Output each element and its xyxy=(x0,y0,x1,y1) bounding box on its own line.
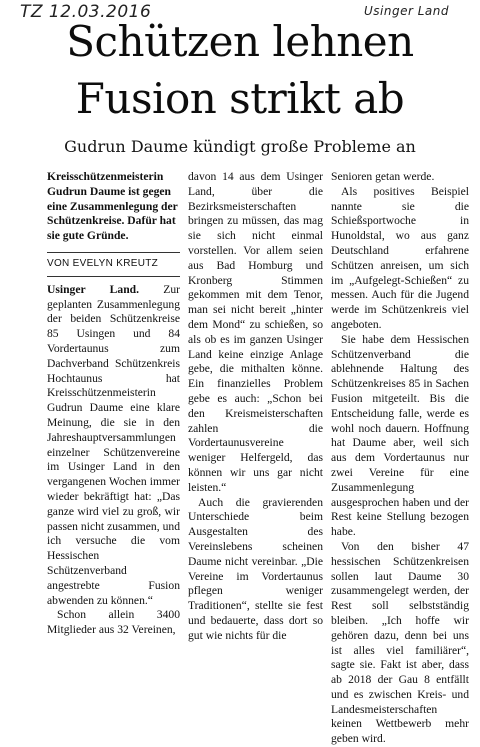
column-1 xyxy=(47,170,180,638)
paragraph-6: Von den bisher 47 hessischen Schützenkreisen sollen laut Daume 30 zusammengelegt werden, der Rest soll selbstständig bleiben. „Ich hoffe wir gehören dazu, denn bei uns ist alles viel familiärer“, sagte sie. Fakt ist aber, dass ab 2018 der Gau 8 entfällt und es zwischen Kreis- und Landesmeisterschaften keinen Wettbewerb mehr geben wird. xyxy=(331,539,469,746)
column-3 xyxy=(331,170,469,747)
handwritten-date: TZ 12.03.2016 xyxy=(20,2,152,22)
teaser: Kreisschützenmeisterin Gudrun Daume ist gegen eine Zusammenlegung der Schützenkreise. Dafür hat sie gute Gründe. xyxy=(47,170,178,243)
paragraph-5: Sie habe dem Hessischen Schützenverband die ablehnende Haltung des Schützenkreises 85 in Sachen Fusion mitgeteilt. Bis die Entscheidung falle, werde es wohl noch dauern. Hoffnung hat Daume aber, weil sich aus dem Vordertaunus nur zwei Vereine für eine Zusammenlegung ausgesprochen haben und der Rest keine Stellung bezogen habe. xyxy=(331,332,469,539)
handwritten-region-note: Usinger Land xyxy=(364,4,449,18)
headline-line-1: Schützen lehnen xyxy=(66,17,414,66)
continued-text: davon 14 aus dem Usinger Land, über die Bezirksmeisterschaften bringen zu müssen, das mag sie sich nicht einmal vorstellen. Vor allem seien aus Bad Homburg und Kronberg Stimmen gekommen mit dem Tenor, man sei nicht bereit „hinter dem Mond“ zu schießen, so als ob es im ganzen Usinger Land keine einzige Anlage gebe, die mithalten könne. Ein finanzielles Problem gebe es auch: „Schon bei den Kreismeisterschaften zahlen die Vordertaunusvereine weniger Helfergeld, das können wir uns gar nicht leisten.“ xyxy=(188,170,323,494)
paragraph-1 xyxy=(47,283,180,609)
subtitle: Gudrun Daume kündigt große Probleme an xyxy=(64,137,416,156)
paragraph-2-start xyxy=(188,170,323,496)
rule-bottom xyxy=(47,276,180,277)
paragraph-3: Auch die gravierenden Unterschiede beim Ausgestalten des Vereinslebens scheinen Daume nicht vereinbar. „Die Vereine im Vordertaunus pflegen weniger Traditionen“, stellte sie fest und bedauerte, dass dort so gut wie nichts für die xyxy=(188,495,323,642)
paragraph-2-start xyxy=(47,608,180,638)
headline-line-2: Fusion strikt ab xyxy=(75,74,405,123)
byline: VON EVELYN KREUTZ xyxy=(47,257,159,269)
paragraph-1-text: Zur geplanten Zusammenlegung der beiden Schützenkreise 85 Usingen und 84 Vordertaunus zum Dachverband Schützenkreis Hochtaunus hat Kreisschützenmeisterin Gudrun Daume eine klare Meinung, die sie in den Jahreshauptversammlungen einzelner Schützenvereine im Usinger Land in den vergangenen Wochen immer wieder bekräftigt hat: „Das ganze wird viel zu groß, wir passen nicht zusammen, und ich versuche die vom Hessischen Schützenverband angestrebte Fusion abwenden zu können.“ xyxy=(47,282,180,607)
paragraph-3 xyxy=(331,170,469,185)
lead-location: Usinger Land. xyxy=(47,282,139,296)
continued-text: Senioren getan werde. xyxy=(331,170,435,183)
paragraph-2-text: Schon allein 3400 Mitglieder aus 32 Vereinen, xyxy=(47,608,180,637)
paragraph-4: Als positives Beispiel nannte sie die Schießsportwoche in Hunoldstal, wo aus ganz Deutschland erfahrene Schützen anreisen, um sich im „Aufgelegt-Schießen“ zu messen. Auch für die Jugend werde im Schützenkreis viel angeboten. xyxy=(331,184,469,331)
column-2 xyxy=(188,170,323,644)
